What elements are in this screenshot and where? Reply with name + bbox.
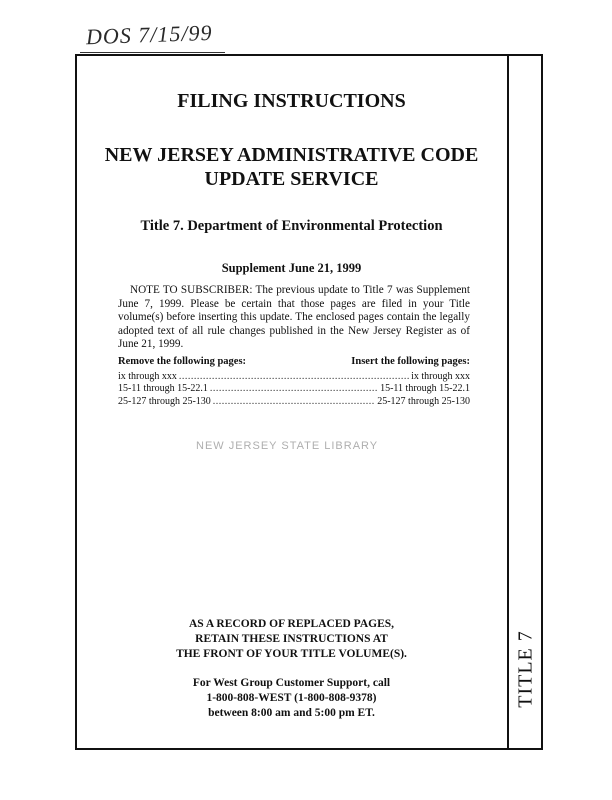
supplement-date: Supplement June 21, 1999 xyxy=(221,261,362,275)
record-notice xyxy=(76,617,507,662)
spine-label: TITLE 7 xyxy=(514,630,537,708)
document-title: FILING INSTRUCTIONS xyxy=(177,90,406,112)
code-heading-line: UPDATE SERVICE xyxy=(204,168,379,190)
library-stamp: NEW JERSEY STATE LIBRARY xyxy=(196,440,379,452)
dot-leader xyxy=(179,371,409,384)
table-row xyxy=(118,371,470,384)
record-notice-line: AS A RECORD OF REPLACED PAGES, xyxy=(188,618,395,630)
pages-table xyxy=(118,356,470,408)
record-notice-line: THE FRONT OF YOUR TITLE VOLUME(S). xyxy=(176,648,407,660)
handwritten-stamp: DOS 7/15/99 xyxy=(85,19,213,50)
stamp-underline xyxy=(80,52,225,53)
subscriber-note-text: NOTE TO SUBSCRIBER: The previous update to Title 7 was Supplement June 7, 1999. Please be certain that those pages are filed in your Title volume(s) before inserting this update. The enclosed pages contain the legally adopted text of all rule changes published in the New Jersey Register as of June 21, 1999. xyxy=(118,284,470,350)
support-hours: between 8:00 am and 5:00 pm ET. xyxy=(208,707,375,719)
remove-pages: 15-11 through 15-22.1 xyxy=(118,383,208,394)
support-line: For West Group Customer Support, call xyxy=(192,677,391,689)
insert-pages: ix through xxx xyxy=(411,370,470,382)
spine-divider xyxy=(507,54,509,750)
code-heading xyxy=(76,143,507,191)
insert-pages: 25-127 through 25-130 xyxy=(377,395,470,407)
support-phone: 1-800-808-WEST (1-800-808-9378) xyxy=(206,692,377,704)
remove-header: Remove the following pages: xyxy=(118,356,247,367)
table-row xyxy=(118,396,470,409)
record-notice-line: RETAIN THESE INSTRUCTIONS AT xyxy=(195,633,388,645)
dot-leader xyxy=(213,396,375,409)
subscriber-note xyxy=(118,284,470,352)
insert-pages: 15-11 through 15-22.1 xyxy=(380,383,470,394)
remove-pages: 25-127 through 25-130 xyxy=(118,395,211,407)
spine-tab xyxy=(511,614,541,724)
code-heading-line: NEW JERSEY ADMINISTRATIVE CODE xyxy=(104,144,479,166)
customer-support xyxy=(76,676,507,721)
pages-table-header xyxy=(118,356,470,369)
insert-header: Insert the following pages: xyxy=(351,356,470,367)
table-row xyxy=(118,383,470,396)
title-subtitle: Title 7. Department of Environmental Protection xyxy=(140,218,443,234)
dot-leader xyxy=(210,383,378,396)
remove-pages: ix through xxx xyxy=(118,370,177,382)
